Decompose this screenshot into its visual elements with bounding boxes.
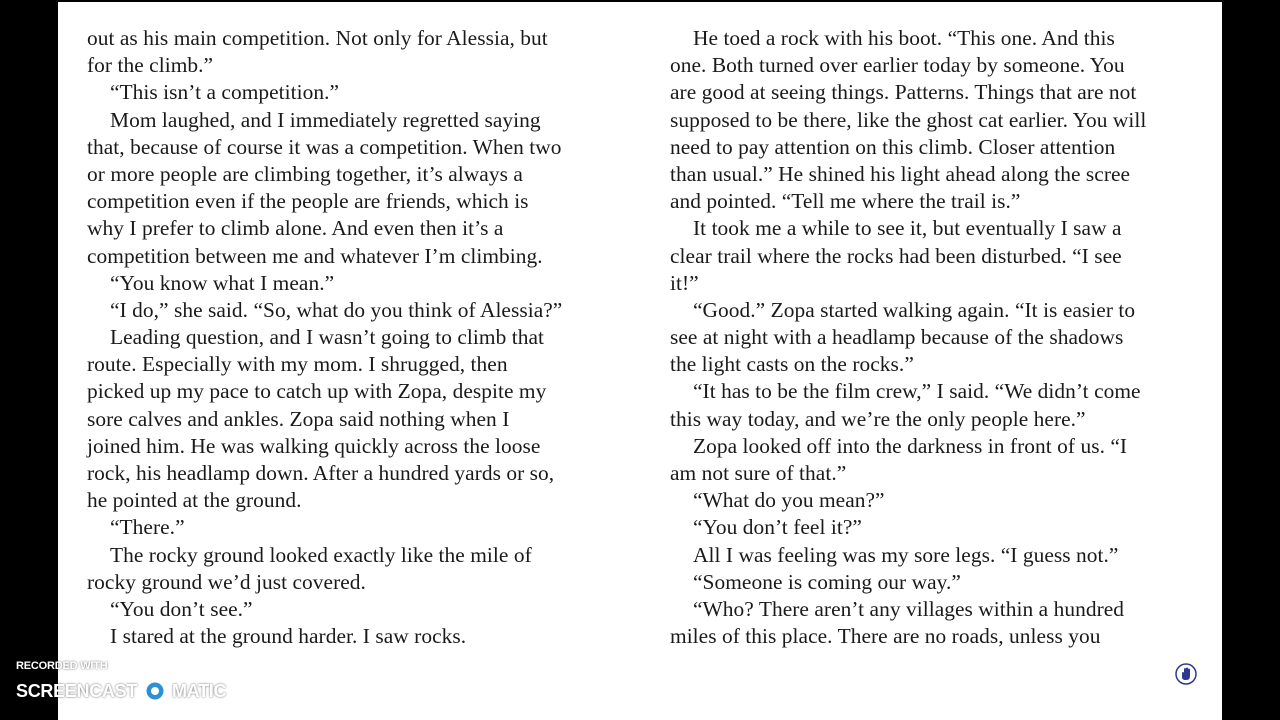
recorded-with-label: RECORDED WITH: [16, 660, 108, 672]
right-text-column: [670, 25, 1210, 650]
screencast-o-matic-logo-icon: [140, 676, 170, 706]
text-line: sore calves and ankles. Zopa said nothing when I: [87, 406, 510, 431]
book-page: [58, 2, 1222, 720]
text-line: “Someone is coming our way.”: [693, 569, 961, 594]
text-line: I stared at the ground harder. I saw rocks.: [110, 624, 467, 649]
brand-right-text: MATIC: [172, 680, 227, 701]
text-line: “What do you mean?”: [693, 488, 885, 513]
text-line: The rocky ground looked exactly like the mile of: [110, 542, 532, 567]
text-line: “This isn’t a competition.”: [110, 80, 340, 105]
text-line: “You don’t feel it?”: [693, 515, 862, 540]
text-line: All I was feeling was my sore legs. “I guess not.”: [693, 542, 1119, 567]
text-line: see at night with a headlamp because of the shadows: [670, 325, 1124, 350]
text-line: “You don’t see.”: [110, 596, 253, 621]
text-line: “It has to be the film crew,” I said. “We didn’t come: [693, 379, 1141, 404]
text-line: Mom laughed, and I immediately regretted saying: [110, 107, 541, 132]
text-line: “You know what I mean.”: [110, 270, 335, 295]
text-line: Leading question, and I wasn’t going to climb that: [110, 325, 544, 350]
text-line: out as his main competition. Not only for Alessia, but: [87, 26, 548, 50]
text-line: for the climb.”: [87, 53, 214, 78]
text-line: Zopa looked off into the darkness in front of us. “I: [693, 433, 1128, 458]
text-line: He toed a rock with his boot. “This one. And this: [693, 26, 1115, 50]
left-text-column: [87, 25, 627, 650]
text-line: supposed to be there, like the ghost cat earlier. You will: [670, 107, 1147, 132]
text-line: joined him. He was walking quickly across the loose: [87, 433, 541, 458]
text-line: clear trail where the rocks had been disturbed. “I see: [670, 243, 1122, 268]
text-line: that, because of course it was a competition. When two: [87, 134, 562, 159]
hand-cursor-icon: [1175, 663, 1197, 685]
text-line: competition even if the people are friends, which is: [87, 189, 529, 214]
text-line: “Who? There aren’t any villages within a hundred: [693, 596, 1125, 621]
text-line: are good at seeing things. Patterns. Things that are not: [670, 80, 1137, 105]
text-line: “Good.” Zopa started walking again. “It is easier to: [693, 297, 1136, 322]
brand-left-text: SCREENCAST: [16, 680, 138, 701]
text-line: he pointed at the ground.: [87, 488, 302, 513]
text-line: the light casts on the rocks.”: [670, 352, 914, 377]
text-line: It took me a while to see it, but eventually I saw a: [693, 216, 1122, 241]
text-line: why I prefer to climb alone. And even then it’s a: [87, 216, 504, 241]
text-line: “There.”: [110, 515, 185, 540]
text-line: competition between me and whatever I’m climbing.: [87, 243, 543, 268]
text-line: than usual.” He shined his light ahead along the scree: [670, 161, 1131, 186]
screencast-watermark: [16, 659, 226, 709]
text-line: it!”: [670, 270, 699, 295]
text-line: miles of this place. There are no roads, unless you: [670, 624, 1101, 649]
text-line: and pointed. “Tell me where the trail is.”: [670, 189, 1021, 214]
text-line: need to pay attention on this climb. Closer attention: [670, 134, 1116, 159]
text-line: route. Especially with my mom. I shrugged, then: [87, 352, 508, 377]
screencast-brand: [16, 673, 226, 709]
text-line: rock, his headlamp down. After a hundred yards or so,: [87, 461, 555, 485]
text-line: am not sure of that.”: [670, 461, 847, 485]
text-line: this way today, and we’re the only people here.”: [670, 406, 1086, 431]
text-line: or more people are climbing together, it’s always a: [87, 161, 523, 186]
text-line: rocky ground we’d just covered.: [87, 569, 366, 594]
text-line: “I do,” she said. “So, what do you think of Alessia?”: [110, 297, 563, 322]
text-line: one. Both turned over earlier today by someone. You: [670, 53, 1125, 78]
text-line: picked up my pace to catch up with Zopa, despite my: [87, 379, 547, 404]
